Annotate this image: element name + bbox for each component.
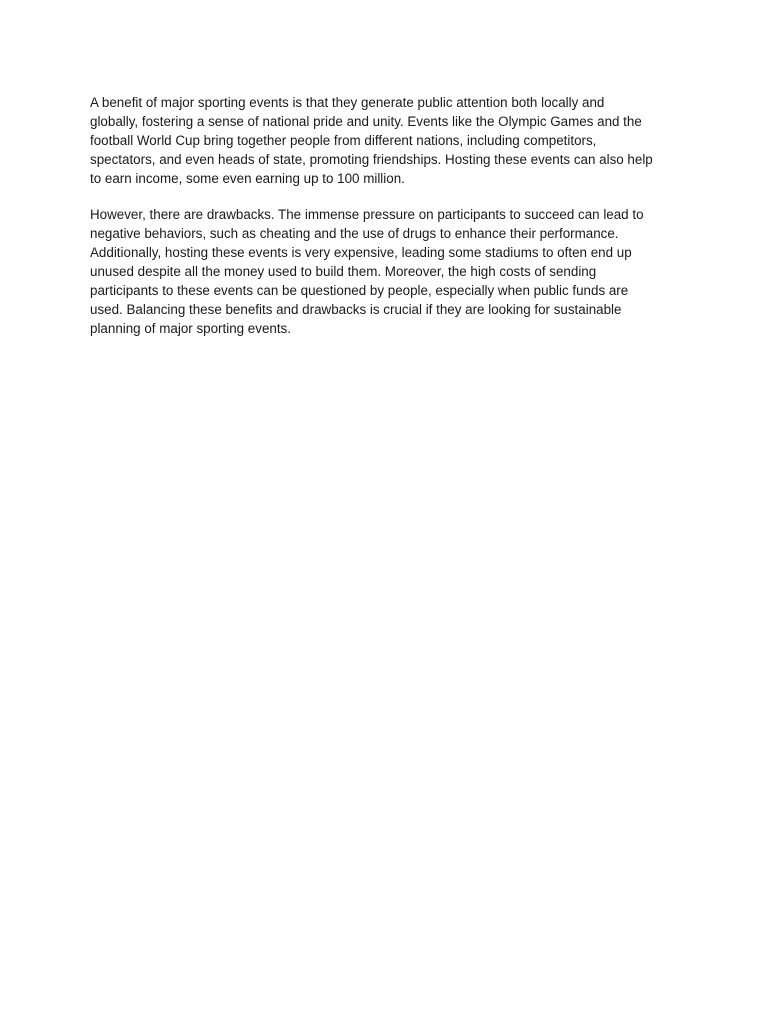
- paragraph-benefits: A benefit of major sporting events is that they generate public attention both locally and globally, fostering a sense of national pride and unity. Events like the Olympic Games and the football World Cup bring together people from different nations, including competitors, spectators, and even heads of state, promoting friendships. Hosting these events can also help to earn income, some even earning up to 100 million.: [90, 95, 653, 186]
- document-body: [90, 93, 676, 355]
- paragraph-drawbacks: However, there are drawbacks. The immense pressure on participants to succeed can lead to negative behaviors, such as cheating and the use of drugs to enhance their performance. Additionally, hosting these events is very expensive, leading some stadiums to often end up unused despite all the money used to build them. Moreover, the high costs of sending participants to these events can be questioned by people, especially when public funds are used. Balancing these benefits and drawbacks is crucial if they are looking for sustainable planning of major sporting events.: [90, 207, 644, 336]
